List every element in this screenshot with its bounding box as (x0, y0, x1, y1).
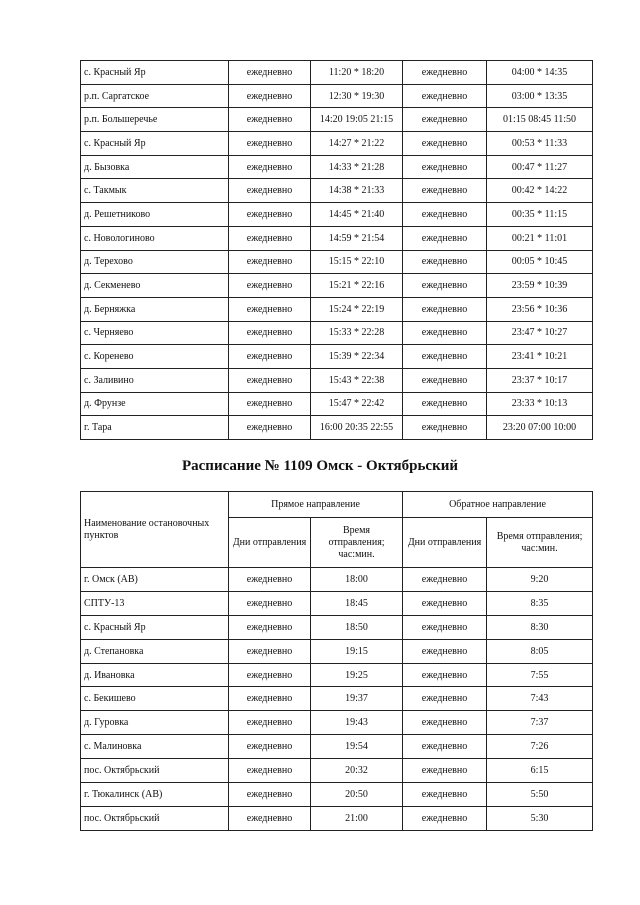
backward-days-header: Дни отправления (403, 518, 487, 568)
backward-time-cell: 6:15 (487, 759, 593, 783)
forward-time-cell: 18:00 (311, 568, 403, 592)
backward-time-cell: 01:15 08:45 11:50 (487, 108, 593, 132)
forward-days-cell: ежедневно (229, 321, 311, 345)
stop-name-cell: с. Коренево (81, 345, 229, 369)
stop-name-cell: д. Секменево (81, 274, 229, 298)
table-row (81, 783, 593, 807)
forward-days-cell: ежедневно (229, 203, 311, 227)
backward-time-cell: 23:59 * 10:39 (487, 274, 593, 298)
forward-days-cell: ежедневно (229, 806, 311, 830)
backward-days-cell: ежедневно (403, 84, 487, 108)
table-row (81, 297, 593, 321)
backward-direction-header: Обратное направление (403, 492, 593, 518)
forward-days-cell: ежедневно (229, 735, 311, 759)
forward-days-cell: ежедневно (229, 132, 311, 156)
backward-days-cell: ежедневно (403, 568, 487, 592)
backward-time-cell: 23:20 07:00 10:00 (487, 416, 593, 440)
forward-time-cell: 20:32 (311, 759, 403, 783)
forward-time-cell: 19:37 (311, 687, 403, 711)
stop-name-cell: пос. Октябрьский (81, 806, 229, 830)
forward-time-cell: 19:43 (311, 711, 403, 735)
table-row (81, 663, 593, 687)
forward-time-cell: 20:50 (311, 783, 403, 807)
table-row (81, 345, 593, 369)
forward-days-cell: ежедневно (229, 368, 311, 392)
forward-days-cell: ежедневно (229, 711, 311, 735)
table-row (81, 155, 593, 179)
backward-time-cell: 04:00 * 14:35 (487, 61, 593, 85)
stop-name-cell: с. Новологиново (81, 226, 229, 250)
backward-time-cell: 23:33 * 10:13 (487, 392, 593, 416)
backward-time-header: Время отправления; час:мин. (487, 518, 593, 568)
forward-days-cell: ежедневно (229, 591, 311, 615)
forward-days-cell: ежедневно (229, 759, 311, 783)
forward-days-cell: ежедневно (229, 416, 311, 440)
table-row (81, 108, 593, 132)
forward-time-cell: 14:33 * 21:28 (311, 155, 403, 179)
stop-name-cell: д. Берняжка (81, 297, 229, 321)
forward-days-cell: ежедневно (229, 663, 311, 687)
forward-days-cell: ежедневно (229, 250, 311, 274)
backward-time-cell: 03:00 * 13:35 (487, 84, 593, 108)
backward-time-cell: 8:05 (487, 639, 593, 663)
forward-time-cell: 15:24 * 22:19 (311, 297, 403, 321)
forward-time-cell: 15:47 * 22:42 (311, 392, 403, 416)
stop-name-cell: с. Красный Яр (81, 615, 229, 639)
forward-time-cell: 15:33 * 22:28 (311, 321, 403, 345)
stop-name-cell: с. Бекишево (81, 687, 229, 711)
backward-days-cell: ежедневно (403, 179, 487, 203)
forward-days-cell: ежедневно (229, 687, 311, 711)
backward-time-cell: 8:35 (487, 591, 593, 615)
backward-days-cell: ежедневно (403, 108, 487, 132)
table-row (81, 711, 593, 735)
table-row (81, 274, 593, 298)
forward-time-cell: 16:00 20:35 22:55 (311, 416, 403, 440)
stop-name-cell: с. Красный Яр (81, 61, 229, 85)
backward-days-cell: ежедневно (403, 735, 487, 759)
backward-time-cell: 00:42 * 14:22 (487, 179, 593, 203)
stop-name-cell: с. Малиновка (81, 735, 229, 759)
backward-days-cell: ежедневно (403, 61, 487, 85)
forward-time-cell: 15:43 * 22:38 (311, 368, 403, 392)
forward-time-cell: 19:54 (311, 735, 403, 759)
stop-name-cell: г. Тара (81, 416, 229, 440)
backward-time-cell: 00:21 * 11:01 (487, 226, 593, 250)
stop-column-header: Наименование остановочных пунктов (81, 492, 229, 568)
forward-time-cell: 18:50 (311, 615, 403, 639)
forward-time-cell: 21:00 (311, 806, 403, 830)
stop-name-cell: р.п. Саргатское (81, 84, 229, 108)
forward-time-cell: 12:30 * 19:30 (311, 84, 403, 108)
backward-days-cell: ежедневно (403, 392, 487, 416)
table-row (81, 84, 593, 108)
stop-name-cell: д. Гуровка (81, 711, 229, 735)
table-row (81, 203, 593, 227)
stop-name-cell: д. Фрунзе (81, 392, 229, 416)
table-row (81, 368, 593, 392)
backward-time-cell: 9:20 (487, 568, 593, 592)
backward-time-cell: 00:47 * 11:27 (487, 155, 593, 179)
backward-time-cell: 7:37 (487, 711, 593, 735)
backward-days-cell: ежедневно (403, 806, 487, 830)
backward-days-cell: ежедневно (403, 250, 487, 274)
forward-days-cell: ежедневно (229, 226, 311, 250)
backward-days-cell: ежедневно (403, 155, 487, 179)
table-row (81, 61, 593, 85)
backward-time-cell: 00:53 * 11:33 (487, 132, 593, 156)
stop-name-cell: с. Красный Яр (81, 132, 229, 156)
schedule-table-header (81, 492, 593, 568)
table-row (81, 591, 593, 615)
schedule-table-1109-body (81, 568, 593, 831)
table-row (81, 132, 593, 156)
backward-days-cell: ежедневно (403, 687, 487, 711)
forward-days-cell: ежедневно (229, 61, 311, 85)
table-row (81, 639, 593, 663)
table-row (81, 392, 593, 416)
forward-days-cell: ежедневно (229, 84, 311, 108)
backward-time-cell: 5:50 (487, 783, 593, 807)
backward-days-cell: ежедневно (403, 663, 487, 687)
stop-name-cell: пос. Октябрьский (81, 759, 229, 783)
backward-time-cell: 00:35 * 11:15 (487, 203, 593, 227)
schedule-table-continued-body (81, 61, 593, 440)
forward-days-cell: ежедневно (229, 783, 311, 807)
stop-name-cell: д. Терехово (81, 250, 229, 274)
table-row (81, 687, 593, 711)
schedule-table-continued (80, 60, 593, 440)
forward-time-cell: 19:15 (311, 639, 403, 663)
backward-days-cell: ежедневно (403, 783, 487, 807)
backward-time-cell: 23:56 * 10:36 (487, 297, 593, 321)
backward-days-cell: ежедневно (403, 274, 487, 298)
table-row (81, 735, 593, 759)
table-row (81, 568, 593, 592)
schedule-table-1109 (80, 491, 593, 831)
forward-days-cell: ежедневно (229, 639, 311, 663)
stop-name-cell: д. Решетниково (81, 203, 229, 227)
forward-days-cell: ежедневно (229, 108, 311, 132)
forward-time-cell: 15:21 * 22:16 (311, 274, 403, 298)
stop-name-cell: р.п. Большеречье (81, 108, 229, 132)
forward-time-cell: 14:45 * 21:40 (311, 203, 403, 227)
backward-days-cell: ежедневно (403, 226, 487, 250)
backward-time-cell: 23:37 * 10:17 (487, 368, 593, 392)
forward-time-cell: 11:20 * 18:20 (311, 61, 403, 85)
schedule-title: Расписание № 1109 Омск - Октябрьский (181, 458, 459, 474)
stop-name-cell: с. Черняево (81, 321, 229, 345)
stop-name-cell: д. Бызовка (81, 155, 229, 179)
table-row (81, 226, 593, 250)
forward-time-cell: 14:20 19:05 21:15 (311, 108, 403, 132)
forward-direction-header: Прямое направление (229, 492, 403, 518)
stop-name-cell: д. Степановка (81, 639, 229, 663)
forward-time-cell: 14:59 * 21:54 (311, 226, 403, 250)
backward-time-cell: 23:41 * 10:21 (487, 345, 593, 369)
backward-time-cell: 7:43 (487, 687, 593, 711)
backward-time-cell: 8:30 (487, 615, 593, 639)
backward-days-cell: ежедневно (403, 591, 487, 615)
stop-name-cell: г. Тюкалинск (АВ) (81, 783, 229, 807)
forward-time-header: Время отправления; час:мин. (311, 518, 403, 568)
forward-time-cell: 18:45 (311, 591, 403, 615)
backward-days-cell: ежедневно (403, 321, 487, 345)
backward-days-cell: ежедневно (403, 132, 487, 156)
backward-days-cell: ежедневно (403, 297, 487, 321)
backward-days-cell: ежедневно (403, 759, 487, 783)
forward-time-cell: 14:38 * 21:33 (311, 179, 403, 203)
stop-name-cell: д. Ивановка (81, 663, 229, 687)
forward-time-cell: 19:25 (311, 663, 403, 687)
backward-time-cell: 23:47 * 10:27 (487, 321, 593, 345)
forward-time-cell: 14:27 * 21:22 (311, 132, 403, 156)
backward-days-cell: ежедневно (403, 203, 487, 227)
forward-days-cell: ежедневно (229, 568, 311, 592)
forward-days-cell: ежедневно (229, 274, 311, 298)
forward-days-cell: ежедневно (229, 297, 311, 321)
table-row (81, 416, 593, 440)
forward-days-cell: ежедневно (229, 345, 311, 369)
table-row (81, 250, 593, 274)
stop-name-cell: с. Такмык (81, 179, 229, 203)
forward-days-cell: ежедневно (229, 615, 311, 639)
table-row (81, 759, 593, 783)
table-row (81, 321, 593, 345)
backward-time-cell: 5:30 (487, 806, 593, 830)
backward-time-cell: 7:55 (487, 663, 593, 687)
backward-days-cell: ежедневно (403, 345, 487, 369)
forward-days-cell: ежедневно (229, 179, 311, 203)
stop-name-cell: г. Омск (АВ) (81, 568, 229, 592)
forward-days-cell: ежедневно (229, 155, 311, 179)
backward-days-cell: ежедневно (403, 615, 487, 639)
table-row (81, 806, 593, 830)
stop-name-cell: СПТУ-13 (81, 591, 229, 615)
backward-time-cell: 7:26 (487, 735, 593, 759)
backward-days-cell: ежедневно (403, 416, 487, 440)
backward-days-cell: ежедневно (403, 711, 487, 735)
forward-days-cell: ежедневно (229, 392, 311, 416)
forward-days-header: Дни отправления (229, 518, 311, 568)
table-row (81, 615, 593, 639)
forward-time-cell: 15:39 * 22:34 (311, 345, 403, 369)
table-row (81, 179, 593, 203)
backward-days-cell: ежедневно (403, 639, 487, 663)
backward-days-cell: ежедневно (403, 368, 487, 392)
forward-time-cell: 15:15 * 22:10 (311, 250, 403, 274)
stop-name-cell: с. Заливино (81, 368, 229, 392)
backward-time-cell: 00:05 * 10:45 (487, 250, 593, 274)
